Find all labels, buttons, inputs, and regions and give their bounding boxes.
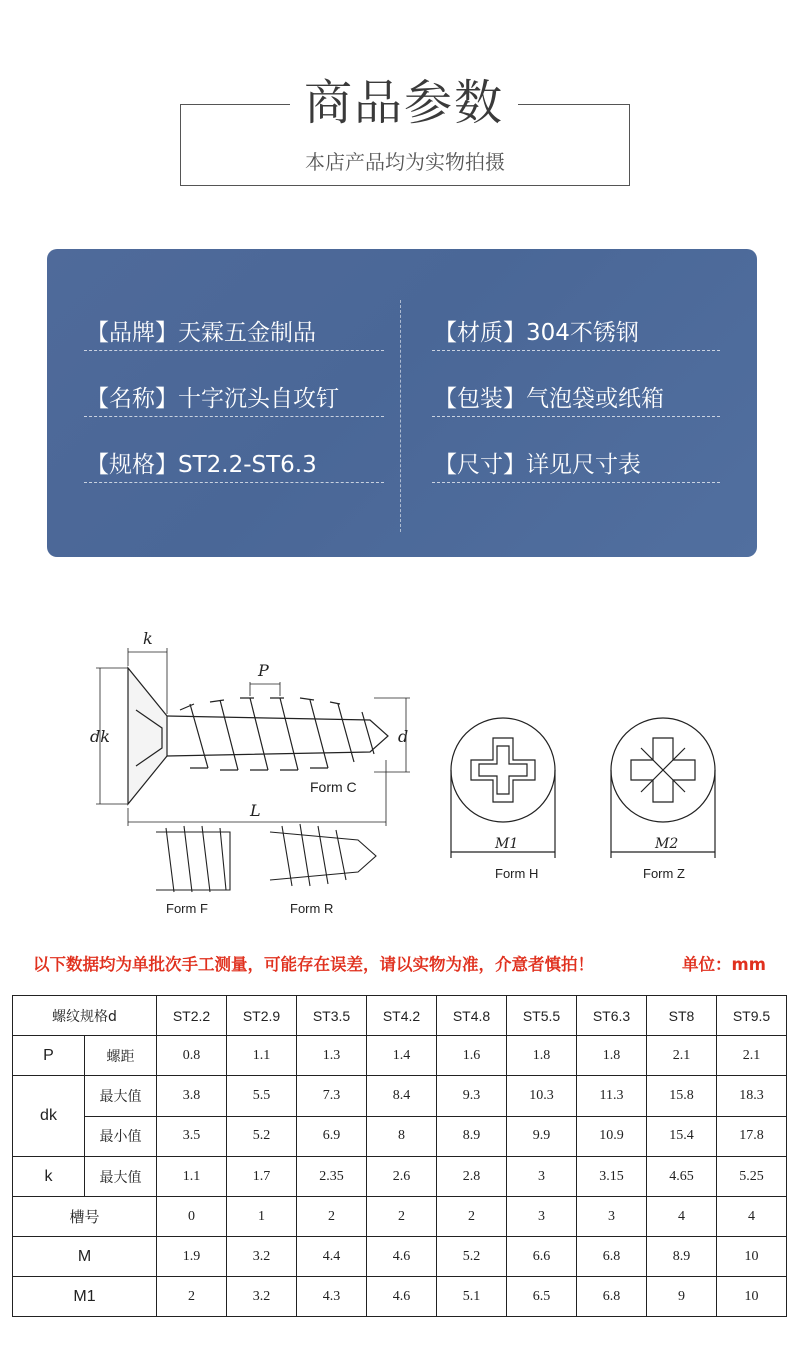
label-form-f: Form F (166, 901, 208, 916)
info-value: 气泡袋或纸箱 (526, 386, 664, 412)
table-cell: 2.6 (367, 1157, 437, 1197)
label-form-z: Form Z (643, 866, 685, 881)
header-size: ST6.3 (577, 996, 647, 1036)
page-subtitle: 本店产品均为实物拍摄 (305, 150, 505, 174)
table-cell: 3 (577, 1197, 647, 1237)
table-cell: 1.8 (577, 1036, 647, 1076)
header-size: ST2.9 (227, 996, 297, 1036)
info-label: 【规格】 (86, 452, 178, 478)
row-label (13, 1157, 157, 1197)
info-value: 304不锈钢 (526, 320, 639, 346)
table-cell: 4.3 (297, 1277, 367, 1317)
header-size: ST4.2 (367, 996, 437, 1036)
screw-form-r (270, 824, 376, 886)
table-row-m1 (13, 1277, 787, 1317)
table-cell: 10 (717, 1237, 787, 1277)
header-thread-spec: 螺纹规格d (13, 996, 157, 1036)
info-underline (432, 416, 720, 417)
measurement-notice: 以下数据均为单批次手工测量，可能存在误差，请以实物为准，介意者慎拍！ (33, 955, 594, 974)
dk-symbol: dk (40, 1107, 57, 1124)
info-label: 【尺寸】 (434, 452, 526, 478)
row-symbol (13, 1076, 85, 1156)
table-cell: 8.9 (647, 1237, 717, 1277)
table-cell: 3.8 (157, 1076, 227, 1117)
info-label: 【品牌】 (86, 320, 178, 346)
table-cell: 10 (717, 1277, 787, 1317)
info-spec (86, 448, 317, 482)
header-border-top-left (180, 104, 290, 105)
table-cell: 2.35 (297, 1157, 367, 1197)
table-cell: 17.8 (717, 1116, 787, 1157)
table-cell: 2 (297, 1197, 367, 1237)
header-border-top-right (518, 104, 630, 105)
row-name: 最大值 (85, 1076, 156, 1117)
table-row-k (13, 1157, 787, 1197)
table-cell: 1.3 (297, 1036, 367, 1076)
header-border-bottom (180, 185, 630, 186)
screw-form-f (156, 826, 230, 892)
label-form-r: Form R (290, 901, 334, 916)
table-cell: 3.15 (577, 1157, 647, 1197)
table-cell: 3 (507, 1197, 577, 1237)
table-cell: 6.6 (507, 1237, 577, 1277)
table-cell: 9.9 (507, 1116, 577, 1157)
label-k: k (143, 629, 153, 648)
spec-table (12, 995, 787, 1317)
table-cell: 2 (157, 1277, 227, 1317)
header-size: ST9.5 (717, 996, 787, 1036)
row-symbol: P (13, 1036, 85, 1075)
info-value: ST2.2-ST6.3 (178, 452, 317, 478)
row-label: M (13, 1237, 157, 1277)
table-cell: 11.3 (577, 1076, 647, 1117)
info-underline (84, 482, 384, 483)
label-dk: dk (90, 727, 110, 746)
info-label: 【包装】 (434, 386, 526, 412)
table-cell: 8.4 (367, 1076, 437, 1117)
row-name: 最大值 (99, 1170, 142, 1186)
table-cell: 5.25 (717, 1157, 787, 1197)
info-underline (84, 416, 384, 417)
row-symbol: k (13, 1157, 85, 1196)
info-underline (84, 350, 384, 351)
row-label (13, 1036, 157, 1076)
table-row-pitch (13, 1036, 787, 1076)
table-cell: 1.8 (507, 1036, 577, 1076)
table-cell: 2.1 (717, 1036, 787, 1076)
table-cell: 0.8 (157, 1036, 227, 1076)
table-cell: 6.8 (577, 1277, 647, 1317)
table-cell: 4.65 (647, 1157, 717, 1197)
label-form-c: Form C (310, 779, 357, 795)
info-label: 【材质】 (434, 320, 526, 346)
info-value: 十字沉头自攻钉 (178, 386, 339, 412)
unit-label: 单位：mm (682, 955, 766, 974)
header-size: ST2.2 (157, 996, 227, 1036)
table-cell: 4 (717, 1197, 787, 1237)
table-cell: 9 (647, 1277, 717, 1317)
info-underline (432, 482, 720, 483)
table-cell: 2 (437, 1197, 507, 1237)
label-form-h: Form H (495, 866, 539, 881)
label-l: L (250, 801, 261, 820)
table-cell: 9.3 (437, 1076, 507, 1117)
page-title: 商品参数 (303, 75, 504, 131)
table-cell: 3.2 (227, 1277, 297, 1317)
table-cell: 5.2 (227, 1116, 297, 1157)
table-cell: 10.9 (577, 1116, 647, 1157)
label-p: P (258, 661, 269, 680)
label-d: d (398, 727, 409, 746)
info-name (86, 382, 339, 416)
table-cell: 1.6 (437, 1036, 507, 1076)
table-cell: 15.4 (647, 1116, 717, 1157)
table-cell: 5.1 (437, 1277, 507, 1317)
header-size: ST5.5 (507, 996, 577, 1036)
table-row-dk-max (13, 1076, 787, 1117)
table-cell: 2 (367, 1197, 437, 1237)
row-label: 槽号 (13, 1197, 157, 1237)
table-row-m (13, 1237, 787, 1277)
panel-divider (400, 300, 401, 532)
row-label (13, 1076, 157, 1157)
table-row-slot (13, 1197, 787, 1237)
info-size (434, 448, 641, 482)
table-cell: 3.5 (157, 1116, 227, 1157)
info-brand (86, 316, 316, 350)
row-name: 最小值 (99, 1130, 142, 1146)
table-cell: 1.1 (157, 1157, 227, 1197)
table-cell: 10.3 (507, 1076, 577, 1117)
table-cell: 15.8 (647, 1076, 717, 1117)
info-value: 天霖五金制品 (178, 320, 316, 346)
table-cell: 8 (367, 1116, 437, 1157)
table-cell: 3 (507, 1157, 577, 1197)
header-size: ST8 (647, 996, 717, 1036)
row-name: 螺距 (106, 1049, 135, 1065)
table-cell: 4.4 (297, 1237, 367, 1277)
info-value: 详见尺寸表 (526, 452, 641, 478)
table-cell: 8.9 (437, 1116, 507, 1157)
table-cell: 6.5 (507, 1277, 577, 1317)
table-cell: 1.4 (367, 1036, 437, 1076)
table-cell: 1 (227, 1197, 297, 1237)
table-cell: 2.8 (437, 1157, 507, 1197)
table-cell: 5.2 (437, 1237, 507, 1277)
table-cell: 5.5 (227, 1076, 297, 1117)
header-size: ST4.8 (437, 996, 507, 1036)
row-label: M1 (13, 1277, 157, 1317)
table-cell: 6.8 (577, 1237, 647, 1277)
info-underline (432, 350, 720, 351)
table-cell: 1.9 (157, 1237, 227, 1277)
label-m2: M2 (655, 836, 679, 852)
table-cell: 4.6 (367, 1277, 437, 1317)
info-package (434, 382, 664, 416)
table-cell: 4.6 (367, 1237, 437, 1277)
table-cell: 18.3 (717, 1076, 787, 1117)
table-cell: 1.1 (227, 1036, 297, 1076)
table-cell: 6.9 (297, 1116, 367, 1157)
table-cell: 2.1 (647, 1036, 717, 1076)
table-cell: 7.3 (297, 1076, 367, 1117)
table-cell: 0 (157, 1197, 227, 1237)
info-material (434, 316, 639, 350)
table-cell: 4 (647, 1197, 717, 1237)
table-cell: 1.7 (227, 1157, 297, 1197)
screw-dimension-diagram (70, 620, 790, 920)
table-cell: 3.2 (227, 1237, 297, 1277)
table-header-row (13, 996, 787, 1036)
header-size: ST3.5 (297, 996, 367, 1036)
info-label: 【名称】 (86, 386, 178, 412)
label-m1: M1 (495, 836, 519, 852)
